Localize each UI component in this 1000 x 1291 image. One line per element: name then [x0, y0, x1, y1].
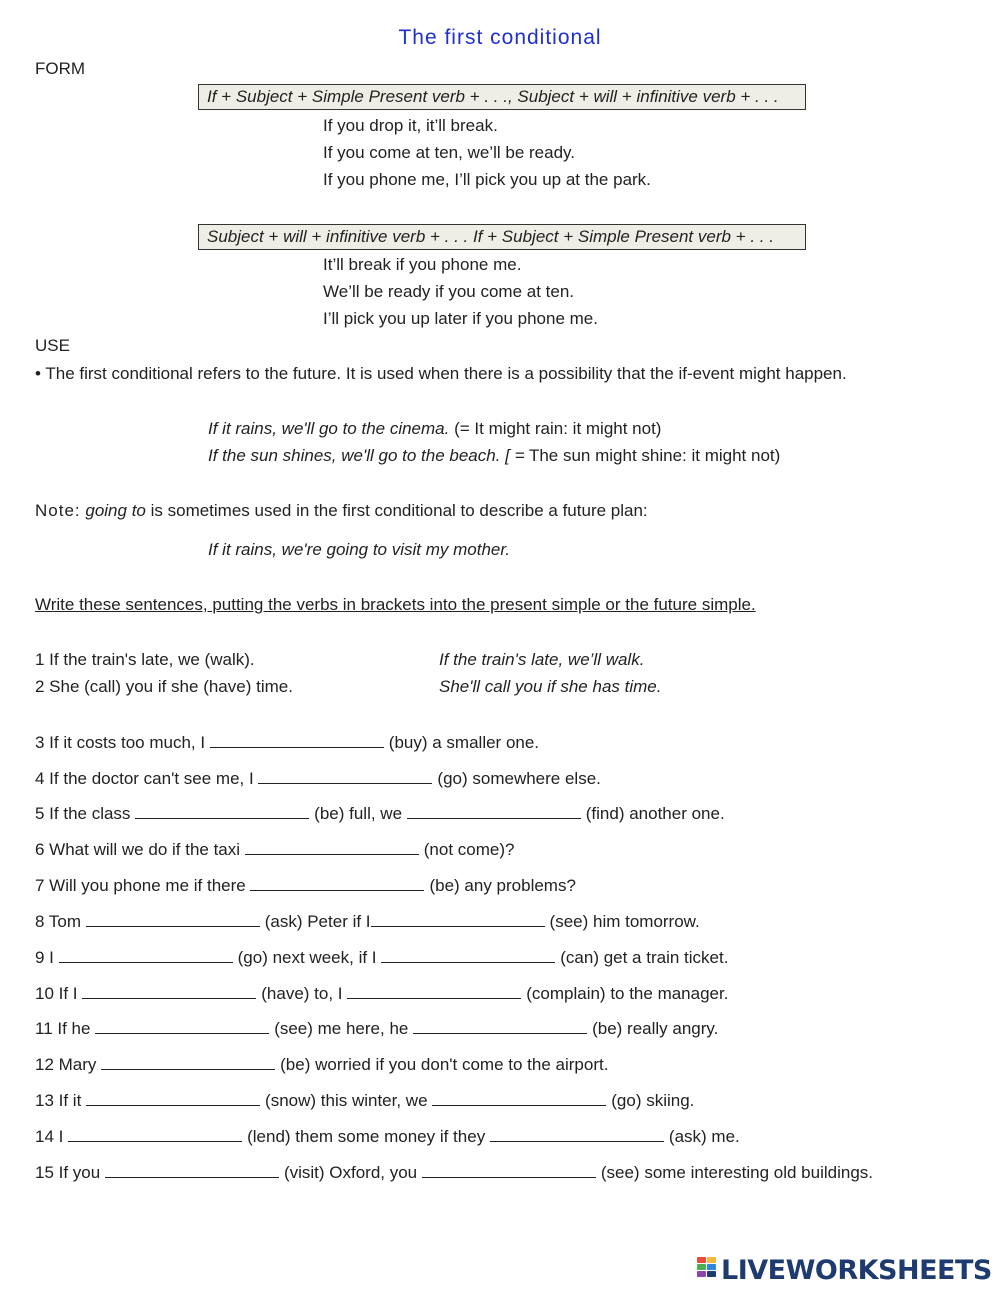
answer-blank-input[interactable] — [82, 982, 256, 999]
logo-block — [707, 1271, 716, 1277]
form-example: I’ll pick you up later if you phone me. — [323, 309, 598, 328]
exercise-text: 11 If he — [35, 1019, 96, 1038]
exercise-text: (see) him tomorrow. — [549, 912, 700, 931]
answer-blank-input[interactable] — [381, 946, 555, 963]
use-example-gloss: The sun might shine: it might not) — [528, 446, 781, 465]
exercise-text: (find) another one. — [585, 804, 725, 823]
exercise-item — [35, 910, 700, 933]
use-bullet: • The first conditional refers to the future. It is used when there is a possibility that the if-event might happen. — [35, 364, 847, 383]
answer-blank-input[interactable] — [422, 1161, 596, 1178]
note-text: is sometimes used in the first conditional to describe a future plan: — [150, 501, 648, 520]
exercise-item — [35, 1017, 718, 1040]
answer-blank-input[interactable] — [258, 767, 432, 784]
liveworksheets-logo — [697, 1255, 992, 1286]
answer-blank-input[interactable] — [86, 910, 260, 927]
exercise-item — [35, 731, 539, 754]
note-italic: going to — [85, 501, 146, 520]
exercise-text: (complain) to the manager. — [526, 984, 729, 1003]
logo-block — [697, 1257, 706, 1263]
exercise-text: 15 If you — [35, 1163, 105, 1182]
use-example-1 — [208, 418, 661, 440]
worked-example-answer: She'll call you if she has time. — [439, 677, 662, 696]
exercise-text: (see) some interesting old buildings. — [600, 1163, 874, 1182]
answer-blank-input[interactable] — [371, 910, 545, 927]
use-example-italic: If it rains, we'll go to the cinema. — [208, 419, 450, 438]
answer-blank-input[interactable] — [135, 802, 309, 819]
exercise-text: (go) somewhere else. — [437, 769, 601, 788]
exercise-text: (be) any problems? — [429, 876, 576, 895]
exercise-text: (can) get a train ticket. — [560, 948, 729, 967]
answer-blank-input[interactable] — [59, 946, 233, 963]
use-example-2 — [208, 445, 780, 467]
logo-block — [707, 1264, 716, 1270]
formula-box-1: If + Subject + Simple Present verb + . . ., Subject + will + infinitive verb + . . . — [198, 84, 806, 110]
exercise-text: (go) skiing. — [611, 1091, 695, 1110]
note-example: If it rains, we're going to visit my mother. — [208, 540, 511, 559]
logo-mark-icon — [697, 1257, 717, 1285]
answer-blank-input[interactable] — [95, 1017, 269, 1034]
answer-blank-input[interactable] — [407, 802, 581, 819]
exercise-item — [35, 767, 601, 790]
exercise-text: (see) me here, he — [274, 1019, 414, 1038]
exercise-item — [35, 946, 728, 969]
formula-box-2: Subject + will + infinitive verb + . . . If + Subject + Simple Present verb + . . . — [198, 224, 806, 250]
answer-blank-input[interactable] — [347, 982, 521, 999]
answer-blank-input[interactable] — [413, 1017, 587, 1034]
form-example: If you drop it, it’ll break. — [323, 116, 498, 135]
exercise-text: (buy) a smaller one. — [388, 733, 540, 752]
exercise-item — [35, 838, 514, 861]
exercise-item — [35, 1161, 873, 1184]
exercise-item — [35, 802, 725, 825]
use-heading: USE — [35, 336, 70, 355]
worked-example-answer: If the train's late, we’ll walk. — [439, 650, 645, 669]
exercise-text: 6 What will we do if the taxi — [35, 840, 245, 859]
answer-blank-input[interactable] — [432, 1089, 606, 1106]
exercise-text: (be) worried if you don't come to the airport. — [280, 1055, 609, 1074]
exercise-item — [35, 1053, 608, 1076]
answer-blank-input[interactable] — [490, 1125, 664, 1142]
exercise-text: (have) to, I — [261, 984, 348, 1003]
form-example: It’ll break if you phone me. — [323, 255, 522, 274]
use-example-gloss: (= It might rain: it might not) — [454, 419, 662, 438]
answer-blank-input[interactable] — [210, 731, 384, 748]
answer-blank-input[interactable] — [101, 1053, 275, 1070]
exercise-text: 5 If the class — [35, 804, 136, 823]
exercise-text: 12 Mary — [35, 1055, 102, 1074]
logo-block — [707, 1257, 716, 1263]
logo-text: LIVEWORKSHEETS — [721, 1255, 992, 1286]
exercise-text: (be) full, we — [314, 804, 407, 823]
use-example-italic: If the sun shines, we'll go to the beach. [ = — [208, 446, 525, 465]
exercise-text: 8 Tom — [35, 912, 86, 931]
exercise-item — [35, 982, 728, 1005]
note-line — [35, 500, 648, 522]
form-example: If you phone me, I’ll pick you up at the park. — [323, 170, 651, 189]
answer-blank-input[interactable] — [68, 1125, 242, 1142]
exercise-item — [35, 1089, 694, 1112]
exercise-text: (visit) Oxford, you — [283, 1163, 422, 1182]
exercise-text: 7 Will you phone me if there — [35, 876, 251, 895]
form-example: If you come at ten, we’ll be ready. — [323, 143, 575, 162]
exercise-text: (ask) me. — [668, 1127, 740, 1146]
exercise-text: 10 If I — [35, 984, 83, 1003]
form-heading: FORM — [35, 59, 86, 78]
answer-blank-input[interactable] — [250, 874, 424, 891]
exercise-text: (ask) Peter if I — [264, 912, 371, 931]
answer-blank-input[interactable] — [86, 1089, 260, 1106]
exercise-item — [35, 1125, 740, 1148]
page-title: The first conditional — [398, 26, 602, 49]
exercise-text: (not come)? — [423, 840, 515, 859]
exercise-text: 3 If it costs too much, I — [35, 733, 210, 752]
exercise-text: (go) next week, if I — [237, 948, 382, 967]
worked-example-question: 2 She (call) you if she (have) time. — [35, 677, 293, 696]
exercise-text: 9 I — [35, 948, 59, 967]
logo-block — [697, 1271, 706, 1277]
exercise-text: 4 If the doctor can't see me, I — [35, 769, 259, 788]
exercise-text: (be) really angry. — [592, 1019, 719, 1038]
note-label: Note: — [35, 501, 81, 520]
worked-example-question: 1 If the train's late, we (walk). — [35, 650, 255, 669]
exercise-text: (snow) this winter, we — [265, 1091, 433, 1110]
exercise-text: 13 If it — [35, 1091, 87, 1110]
form-example: We’ll be ready if you come at ten. — [323, 282, 575, 301]
answer-blank-input[interactable] — [105, 1161, 279, 1178]
exercise-text: (lend) them some money if they — [247, 1127, 490, 1146]
exercise-item — [35, 874, 576, 897]
answer-blank-input[interactable] — [245, 838, 419, 855]
exercise-text: 14 I — [35, 1127, 69, 1146]
logo-block — [697, 1264, 706, 1270]
instruction: Write these sentences, putting the verbs in brackets into the present simple or the future simple. — [35, 595, 756, 614]
